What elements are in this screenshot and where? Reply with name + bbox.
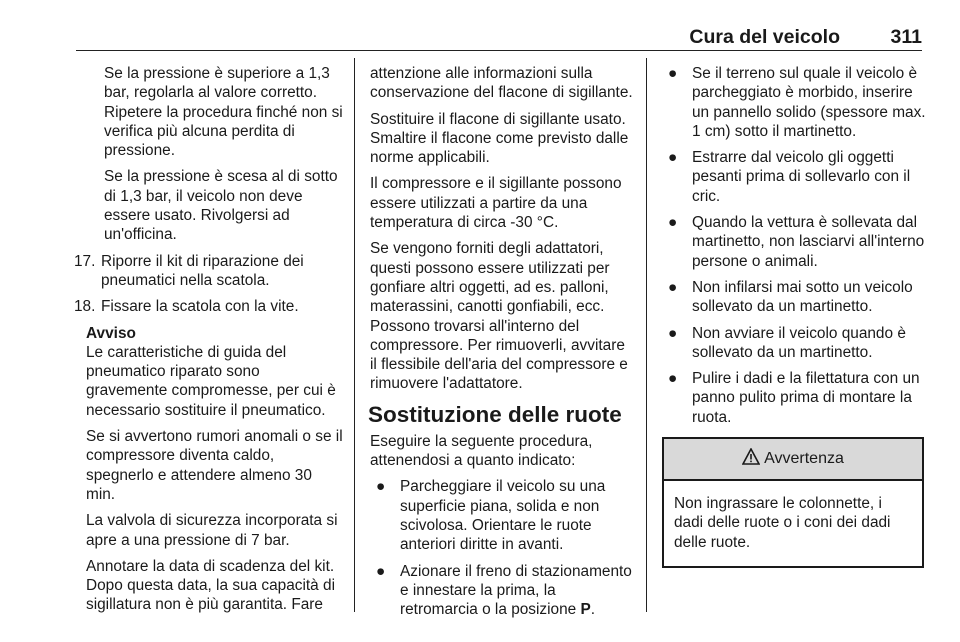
column-divider-1 <box>354 58 355 612</box>
bullet-icon: ● <box>668 149 678 167</box>
note-paragraph: attenzione alle informazioni sulla conservazione del flacone di sigillante. <box>370 65 633 102</box>
bullet-text: Se il terreno sul quale il veicolo è parcheggiato è morbido, inserire un pannello solido (spessore max. 1 cm) sotto il martinetto. <box>692 65 926 140</box>
note-label: Avviso <box>86 324 136 342</box>
bullet-item <box>370 562 634 620</box>
step-item <box>74 297 344 316</box>
bullet-item <box>662 324 926 363</box>
paragraph: Se la pressione è superiore a 1,3 bar, regolarla al valore corretto. Ripetere la procedura finché non si verifica più alcuna perdita di pressione. <box>104 65 343 160</box>
note-paragraph: Sostituire il flacone di sigillante usato. Smaltire il flacone come previsto dalle norme applicabili. <box>370 110 629 167</box>
section-intro: Eseguire la seguente procedura, attenendosi a quanto indicato: <box>370 432 593 470</box>
bullet-text-end: . <box>590 601 596 619</box>
bullet-item <box>662 148 926 206</box>
bullet-icon: ● <box>668 65 678 82</box>
step-text: Fissare la scatola con la vite. <box>101 298 299 316</box>
bullet-item <box>662 278 926 317</box>
note-paragraph: Se vengono forniti degli adattatori, questi possono essere utilizzati per gonfiare altri oggetti, ad es. palloni, materassini, canotti gonfiabili, ecc. Possono trovarsi all'interno del compressore. Per rimuoverli, avvitare il flessibile dell'aria del compressore e rimuovere l'adattatore. <box>370 240 628 393</box>
bullet-text: Pulire i dadi e la filettatura con un panno pulito prima di montare la ruota. <box>692 370 920 426</box>
warning-triangle-icon <box>742 448 760 469</box>
note-paragraph: Il compressore e il sigillante possono essere utilizzati a partire da una temperatura di circa -30 °C. <box>370 175 622 232</box>
bullet-text-main: Azionare il freno di stazionamento e innestare la prima, la retromarcia o la posizione <box>400 562 632 619</box>
chapter-title: Cura del veicolo <box>689 26 840 48</box>
warning-text: Non ingrassare le colonnette, i dadi delle ruote o i coni dei dadi delle ruote. <box>674 495 891 551</box>
note-paragraph: La valvola di sicurezza incorporata si apre a una pressione di 7 bar. <box>86 512 338 549</box>
bullet-icon: ● <box>668 370 678 388</box>
bullet-icon: ● <box>668 214 678 232</box>
warning-box <box>662 437 924 568</box>
bullet-icon: ● <box>668 278 678 296</box>
column-2 <box>370 64 634 626</box>
bullet-item <box>662 213 926 271</box>
column-3 <box>662 64 926 568</box>
note-paragraph: Le caratteristiche di guida del pneumatico riparato sono gravemente compromesse, per cui è necessario sostituire il pneumatico. <box>86 343 336 419</box>
step-item <box>74 252 344 291</box>
bullet-icon: ● <box>668 324 678 342</box>
step-text: Riporre il kit di riparazione dei pneumatici nella scatola. <box>101 252 304 289</box>
bullet-item <box>662 64 926 141</box>
gear-position-label: P <box>580 601 591 619</box>
warning-header <box>664 439 922 481</box>
bullet-text: Quando la vettura è sollevata dal martinetto, non lasciarvi all'interno persone o animali. <box>692 214 925 270</box>
note-paragraph: Annotare la data di scadenza del kit. Dopo questa data, la sua capacità di sigillatura non è più garantita. Fare <box>86 557 335 614</box>
step-number: 17. <box>74 252 96 270</box>
warning-title: Avvertenza <box>764 450 844 468</box>
page-header <box>76 22 922 48</box>
bullet-text <box>400 562 634 620</box>
column-1 <box>74 64 344 622</box>
bullet-item <box>370 477 634 554</box>
bullet-icon: ● <box>376 562 386 580</box>
note-paragraph: Se si avvertono rumori anomali o se il compressore diventa caldo, spegnerlo e attendere almeno 30 min. <box>86 428 343 503</box>
section-heading: Sostituzione delle ruote <box>368 401 622 427</box>
header-divider <box>76 50 922 51</box>
bullet-text: Non infilarsi mai sotto un veicolo sollevato da un martinetto. <box>692 278 913 316</box>
step-number: 18. <box>74 298 96 316</box>
note-block <box>74 324 344 615</box>
bullet-text: Parcheggiare il veicolo su una superficie piana, solida e non scivolosa. Orientare le ruote anteriori diritte in avanti. <box>400 478 606 554</box>
bullet-icon: ● <box>376 478 386 496</box>
bullet-text: Non avviare il veicolo quando è sollevato da un martinetto. <box>692 324 906 361</box>
page-number: 311 <box>890 26 922 48</box>
paragraph: Se la pressione è scesa al di sotto di 1,3 bar, il veicolo non deve essere usato. Rivolgersi ad un'officina. <box>104 168 338 244</box>
bullet-item <box>662 369 926 427</box>
column-divider-2 <box>646 58 647 612</box>
bullet-text: Estrarre dal veicolo gli oggetti pesanti prima di sollevarlo con il cric. <box>692 149 911 205</box>
